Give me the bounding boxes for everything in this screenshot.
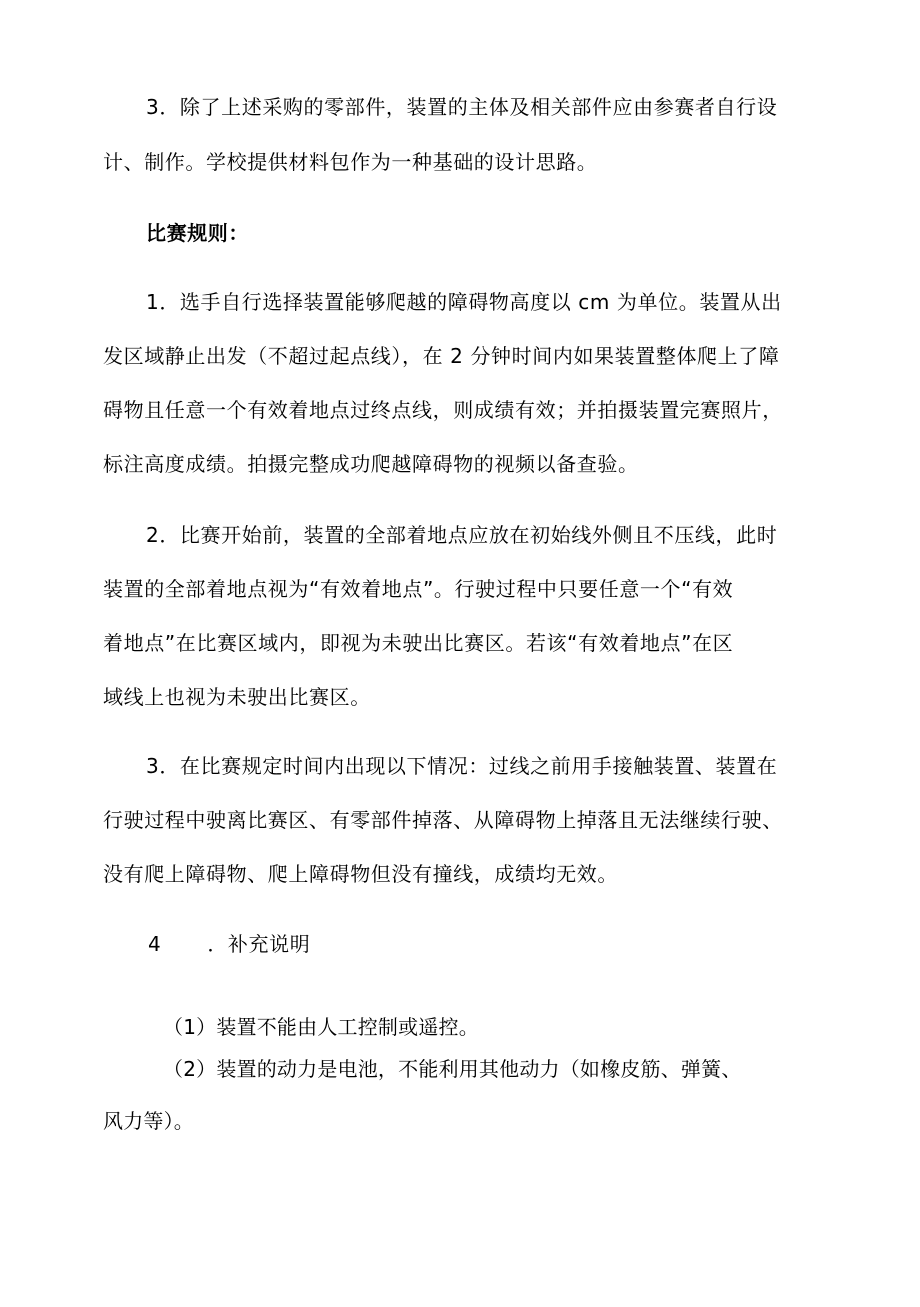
supplement-item-1: （1）装置不能由人工控制或遥控。 <box>163 1015 479 1039</box>
supplement-item-2-line-1: （2）装置的动力是电池，不能利用其他动力（如橡皮筋、弹簧、 <box>163 1057 742 1081</box>
rule2-line-2: 装置的全部着地点视为“有效着地点”。行驶过程中只要任意一个“有效 <box>103 577 734 601</box>
rule2-line-1: 2．比赛开始前，装置的全部着地点应放在初始线外侧且不压线，此时 <box>146 523 778 547</box>
rules-heading: 比赛规则： <box>146 221 249 245</box>
rule1-line-3: 碍物且任意一个有效着地点过终点线，则成绩有效；并拍摄装置完赛照片， <box>103 398 783 422</box>
rule3-line-3: 没有爬上障碍物、爬上障碍物但没有撞线，成绩均无效。 <box>103 862 618 886</box>
section3-intro-line-1: 3．除了上述采购的零部件，装置的主体及相关部件应由参赛者自行设 <box>146 95 778 119</box>
supplement-heading <box>0 929 920 959</box>
supplement-title: ．补充说明 <box>207 932 311 956</box>
supplement-item-2-line-2: 风力等）。 <box>103 1109 194 1133</box>
rule2-line-3: 着地点”在比赛区域内，即视为未驶出比赛区。若该“有效着地点”在区 <box>103 631 734 655</box>
rule2-line-4: 域线上也视为未驶出比赛区。 <box>103 685 371 709</box>
rule1-line-4: 标注高度成绩。拍摄完整成功爬越障碍物的视频以备查验。 <box>103 452 639 476</box>
rule1-line-2: 发区域静止出发（不超过起点线），在 2 分钟时间内如果装置整体爬上了障 <box>103 344 780 368</box>
section3-intro-line-2: 计、制作。学校提供材料包作为一种基础的设计思路。 <box>103 150 598 174</box>
rule3-line-1: 3．在比赛规定时间内出现以下情况：过线之前用手接触装置、装置在 <box>146 754 778 778</box>
rule3-line-2: 行驶过程中驶离比赛区、有零部件掉落、从障碍物上掉落且无法继续行驶、 <box>103 808 783 832</box>
supplement-number: 4 <box>148 932 162 956</box>
rule1-line-1: 1．选手自行选择装置能够爬越的障碍物高度以 cm 为单位。装置从出 <box>146 290 782 314</box>
